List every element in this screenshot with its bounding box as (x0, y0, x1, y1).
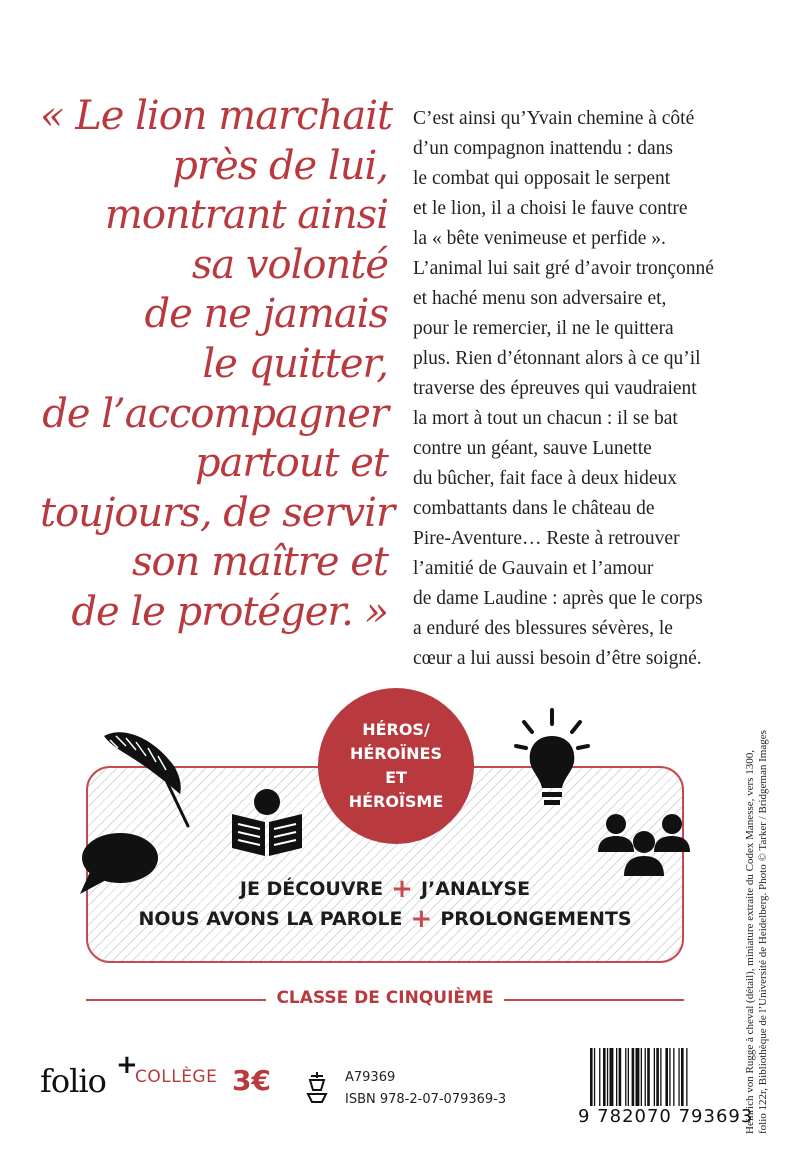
publisher-emblem-icon (306, 1070, 328, 1104)
plus-separator: + (391, 874, 413, 904)
summary-line: le combat qui opposait le serpent (413, 168, 671, 189)
isbn: ISBN 978-2-07-079369-3 (345, 1092, 507, 1107)
summary-line: la « bête venimeuse et perfide ». (413, 228, 666, 249)
quote-line: de ne jamais (144, 291, 388, 338)
theme-badge (318, 688, 474, 844)
summary-line: et le lion, il a choisi le fauve contre (413, 198, 688, 219)
modules-row-2 (86, 904, 684, 934)
pull-quote (40, 92, 395, 638)
module-label: JE DÉCOUVRE (239, 878, 384, 900)
credit-line: folio 122r, Bibliothèque de l’Université de Heidelberg. Photo © Tarker / Bridgeman Images (757, 730, 769, 1134)
quote-line: sa volonté (191, 241, 388, 288)
summary-line: Pire-Aventure… Reste à retrouver (413, 528, 680, 549)
barcode-number: 9 782070 793693 (578, 1106, 754, 1127)
summary-line: C’est ainsi qu’Yvain chemine à côté (413, 108, 695, 129)
quote-line: toujours, de servir (40, 489, 395, 536)
module-label: NOUS AVONS LA PAROLE (138, 908, 403, 930)
summary-line: d’un compagnon inattendu : dans (413, 138, 673, 159)
summary-line: traverse des épreuves qui vaudraient (413, 378, 697, 399)
folio-logo: folio (40, 1062, 106, 1100)
summary-line: a enduré des blessures sévères, le (413, 618, 673, 639)
summary-line: combattants dans le château de (413, 498, 655, 519)
summary-line: de dame Laudine : après que le corps (413, 588, 703, 609)
summary-line: l’amitié de Gauvain et l’amour (413, 558, 654, 579)
badge-line: HÉROS/ (362, 720, 430, 739)
quote-line: montrant ainsi (104, 192, 388, 239)
folio-plus-mark: + (116, 1050, 138, 1080)
quote-line: de l’accompagner (42, 390, 388, 437)
summary-line: cœur a lui aussi besoin d’être soigné. (413, 648, 702, 669)
summary-line: contre un géant, sauve Lunette (413, 438, 652, 459)
barcode (590, 1048, 718, 1106)
reader-icon (228, 788, 306, 860)
quote-line: de le protéger. » (71, 588, 388, 635)
price: 3€ (232, 1064, 271, 1097)
badge-line: ET (385, 768, 407, 787)
summary-line: la mort à tout un chacun : il se bat (413, 408, 678, 429)
module-label: PROLONGEMENTS (440, 908, 632, 930)
summary-line: pour le remercier, il ne le quittera (413, 318, 674, 339)
summary-line: du bûcher, fait face à deux hideux (413, 468, 677, 489)
summary-line: L’animal lui sait gré d’avoir tronçonné (413, 258, 714, 279)
module-label: J’ANALYSE (420, 878, 531, 900)
group-icon (594, 812, 694, 878)
badge-line: HÉROÏNES (349, 744, 443, 763)
lightbulb-icon (514, 708, 590, 810)
quote-line: le quitter, (202, 340, 388, 387)
quote-line: près de lui, (172, 142, 388, 189)
badge-line: HÉROÏSME (348, 792, 444, 811)
credit-line: Heinrich von Rugge à cheval (détail), miniature extraite du Codex Manesse, vers 1300, (744, 750, 756, 1134)
summary-text (413, 104, 773, 674)
quill-icon (96, 722, 194, 828)
quote-line: partout et (194, 440, 388, 487)
quote-line: « Le lion marchait (40, 93, 393, 139)
class-level: CLASSE DE CINQUIÈME (276, 988, 494, 1008)
product-code: A79369 (345, 1070, 396, 1085)
collection-label: COLLÈGE (135, 1067, 218, 1087)
summary-line: plus. Rien d’étonnant alors à ce qu’il (413, 348, 701, 369)
image-credit (744, 714, 770, 1134)
plus-separator: + (410, 904, 433, 934)
modules-row-1 (86, 874, 684, 904)
summary-line: et haché menu son adversaire et, (413, 288, 667, 309)
quote-line: son maître et (132, 539, 388, 586)
